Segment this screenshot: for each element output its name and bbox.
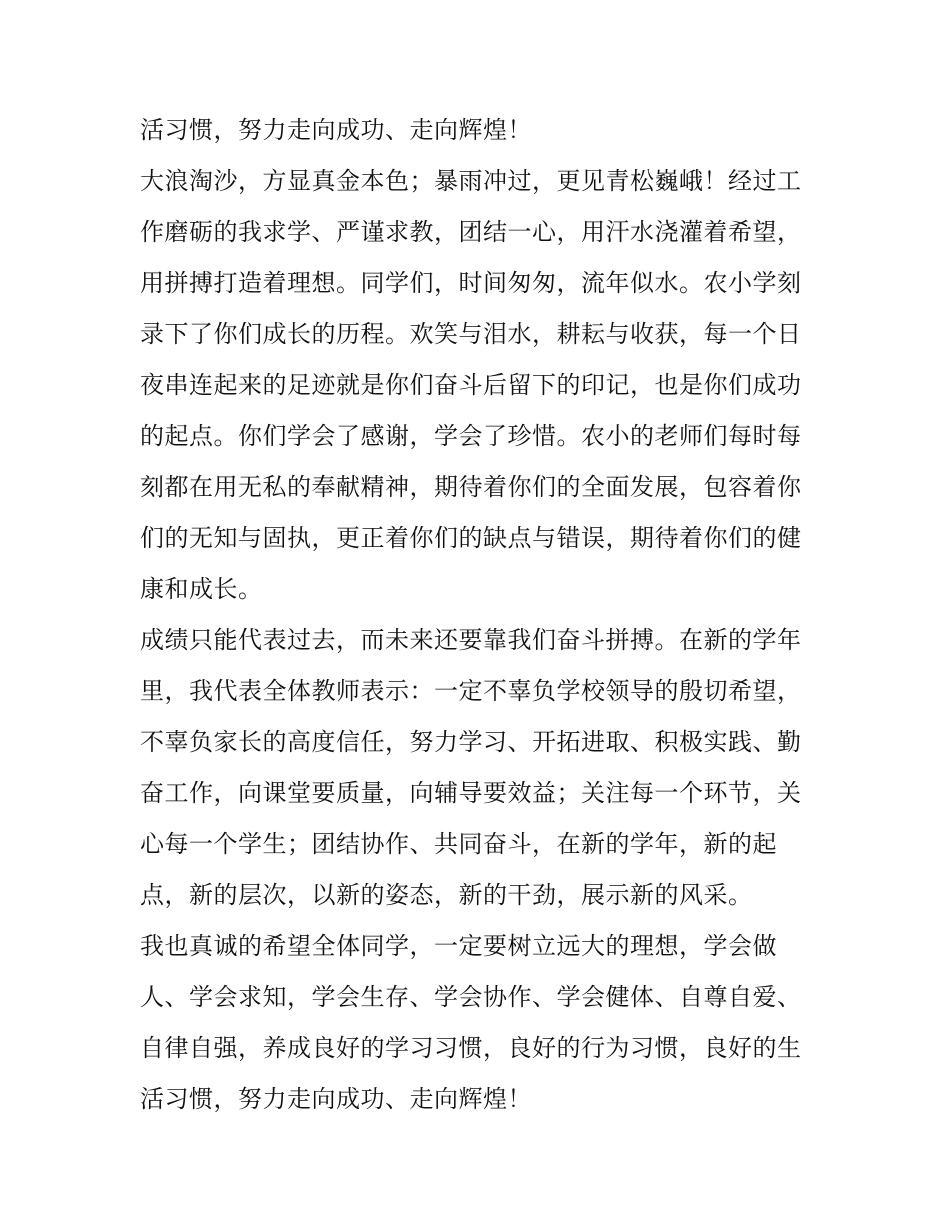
text-line: 们的无知与固执，更正着你们的缺点与错误，期待着你们的健 (140, 524, 802, 552)
text-line: 用拼搏打造着理想。同学们，时间匆匆，流年似水。农小学刻 (140, 269, 802, 297)
text-line: 不辜负家长的高度信任，努力学习、开拓进取、积极实践、勤 (140, 728, 802, 756)
text-line: 康和成长。 (140, 575, 263, 603)
text-line: 夜串连起来的足迹就是你们奋斗后留下的印记，也是你们成功 (140, 371, 802, 399)
text-line: 自律自强，养成良好的学习习惯，良好的行为习惯，良好的生 (140, 1034, 802, 1062)
text-line: 活习惯，努力走向成功、走向辉煌！ (140, 1085, 532, 1113)
text-line: 刻都在用无私的奉献精神，期待着你们的全面发展，包容着你 (140, 473, 802, 501)
text-line: 点，新的层次，以新的姿态，新的干劲，展示新的风采。 (140, 881, 753, 909)
text-line: 录下了你们成长的历程。欢笑与泪水，耕耘与收获，每一个日 (140, 320, 802, 348)
text-line: 大浪淘沙，方显真金本色；暴雨冲过，更见青松巍峨！经过工 (140, 167, 802, 195)
text-line: 心每一个学生；团结协作、共同奋斗，在新的学年，新的起 (140, 830, 777, 858)
text-line: 活习惯，努力走向成功、走向辉煌！ (140, 116, 532, 144)
text-line: 人、学会求知，学会生存、学会协作、学会健体、自尊自爱、 (140, 983, 802, 1011)
text-line: 奋工作，向课堂要质量，向辅导要效益；关注每一个环节，关 (140, 779, 802, 807)
text-line: 我也真诚的希望全体同学，一定要树立远大的理想，学会做 (140, 932, 777, 960)
text-line: 成绩只能代表过去，而未来还要靠我们奋斗拼搏。在新的学年 (140, 626, 802, 654)
text-line: 作磨砺的我求学、严谨求教，团结一心，用汗水浇灌着希望， (140, 218, 802, 246)
text-line: 里，我代表全体教师表示：一定不辜负学校领导的殷切希望， (140, 677, 802, 705)
text-line: 的起点。你们学会了感谢，学会了珍惜。农小的老师们每时每 (140, 422, 802, 450)
